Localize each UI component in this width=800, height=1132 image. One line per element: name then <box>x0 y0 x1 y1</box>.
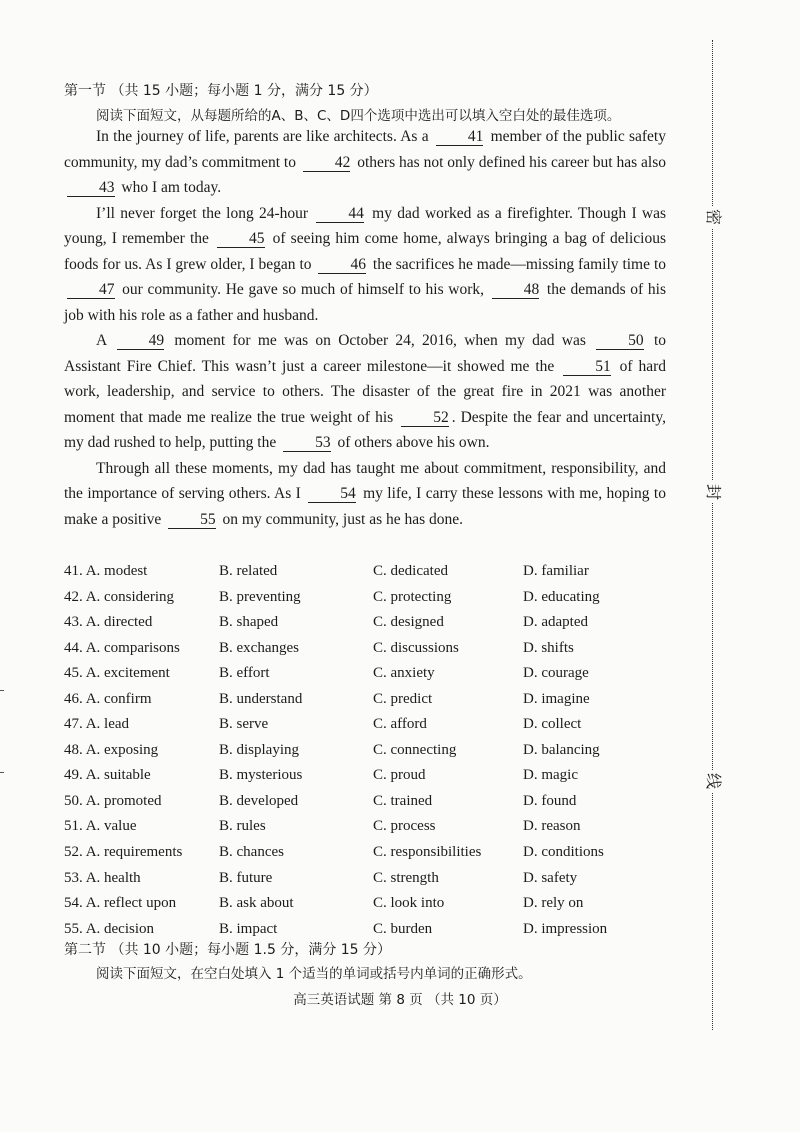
option-text: C. look into <box>373 895 445 912</box>
option-text: D. shifts <box>523 639 574 656</box>
question-number: 50. <box>64 792 83 809</box>
option-text: D. educating <box>523 588 600 605</box>
blank-41: 41 <box>436 128 484 146</box>
option-b <box>219 891 373 917</box>
passage-paragraph <box>64 328 666 456</box>
question-row <box>64 891 633 917</box>
option-text: C. responsibilities <box>373 844 482 861</box>
question-number: 53. <box>64 869 83 886</box>
option-text: A. exposing <box>85 741 159 758</box>
binding-line <box>712 40 713 1030</box>
option-a <box>64 636 219 662</box>
option-text: A. comparisons <box>85 639 180 656</box>
option-d <box>523 840 633 866</box>
option-a <box>64 763 219 789</box>
option-b <box>219 687 373 713</box>
question-number: 48. <box>64 741 83 758</box>
option-c <box>373 789 523 815</box>
option-c <box>373 814 523 840</box>
option-text: A. suitable <box>85 767 151 784</box>
option-text: C. connecting <box>373 741 457 758</box>
option-d <box>523 559 633 585</box>
passage-text: my dad worked as a firefighter. Though I was young, I remember the <box>64 204 666 247</box>
question-row <box>64 866 633 892</box>
option-d <box>523 917 633 943</box>
blank-47: 47 <box>67 281 115 299</box>
option-text: C. discussions <box>373 639 459 656</box>
option-b <box>219 661 373 687</box>
option-text: C. predict <box>373 690 433 707</box>
option-a <box>64 712 219 738</box>
option-text: C. afford <box>373 716 427 733</box>
option-a <box>64 585 219 611</box>
binding-mark-feng: 封 <box>702 481 724 503</box>
margin-tick <box>0 690 4 691</box>
blank-51: 51 <box>563 358 611 376</box>
option-a <box>64 891 219 917</box>
option-text: A. considering <box>85 588 175 605</box>
option-text: A. value <box>85 818 137 835</box>
option-text: B. impact <box>219 920 278 937</box>
option-text: D. conditions <box>523 844 604 861</box>
option-a <box>64 661 219 687</box>
option-c <box>373 559 523 585</box>
passage-text: others has not only defined his career but has also <box>353 153 667 171</box>
blank-45: 45 <box>217 230 265 248</box>
option-text: D. found <box>523 792 577 809</box>
option-text: D. adapted <box>523 614 588 631</box>
option-b <box>219 636 373 662</box>
option-a <box>64 610 219 636</box>
question-number: 49. <box>64 767 83 784</box>
section2-title: 第二节 （共 10 小题；每小题 1.5 分，满分 15 分） <box>64 942 392 958</box>
question-number: 46. <box>64 690 83 707</box>
blank-54: 54 <box>308 485 356 503</box>
option-c <box>373 917 523 943</box>
passage-text: the sacrifices he made—missing family time to <box>368 255 666 273</box>
option-text: B. developed <box>219 792 299 809</box>
option-text: A. confirm <box>85 690 152 707</box>
option-a <box>64 559 219 585</box>
passage-text: member of the public safety community, my dad’s commitment to <box>64 128 666 171</box>
question-row <box>64 636 633 662</box>
passage-text: of hard work, leadership, and service to others. The disaster of the great fire in 2021 was another moment that made me realize the true weight of his <box>64 357 666 426</box>
option-b <box>219 789 373 815</box>
option-text: D. familiar <box>523 563 589 579</box>
option-text: B. serve <box>219 716 269 733</box>
option-text: A. directed <box>85 614 153 631</box>
option-d <box>523 712 633 738</box>
option-text: B. understand <box>219 690 303 707</box>
option-text: C. trained <box>373 792 433 809</box>
option-c <box>373 840 523 866</box>
option-text: C. burden <box>373 920 433 937</box>
option-text: C. strength <box>373 869 439 886</box>
blank-55: 55 <box>168 511 216 529</box>
option-b <box>219 559 373 585</box>
blank-52: 52 <box>401 409 449 427</box>
option-c <box>373 891 523 917</box>
blank-49: 49 <box>117 332 165 350</box>
option-text: A. health <box>85 869 141 886</box>
blank-46: 46 <box>318 256 366 274</box>
binding-mark-mi: 密 <box>702 206 724 228</box>
option-text: C. dedicated <box>373 563 448 579</box>
question-number: 55. <box>64 920 83 937</box>
passage-text: . Despite the fear and uncertainty, my dad rushed to help, putting the <box>64 408 666 451</box>
option-a <box>64 687 219 713</box>
option-d <box>523 891 633 917</box>
option-b <box>219 585 373 611</box>
option-c <box>373 712 523 738</box>
question-row <box>64 738 633 764</box>
question-options <box>64 559 633 942</box>
question-number: 52. <box>64 844 83 861</box>
option-text: D. reason <box>523 818 581 835</box>
question-row <box>64 763 633 789</box>
option-text: B. preventing <box>219 588 301 605</box>
blank-50: 50 <box>596 332 644 350</box>
option-text: D. magic <box>523 767 578 784</box>
option-text: C. designed <box>373 614 444 631</box>
option-b <box>219 763 373 789</box>
passage-text: A <box>96 332 114 349</box>
option-text: D. safety <box>523 869 578 886</box>
passage-text: moment for me was on October 24, 2016, when my dad was <box>167 332 594 349</box>
option-text: B. exchanges <box>219 639 299 656</box>
section1-title: 第一节 （共 15 小题；每小题 1 分，满分 15 分） <box>64 83 378 99</box>
option-text: D. balancing <box>523 741 600 758</box>
question-row <box>64 559 633 585</box>
question-row <box>64 585 633 611</box>
passage-text: I’ll never forget the long 24-hour <box>96 204 314 222</box>
passage-text: In the journey of life, parents are like architects. As a <box>96 128 433 145</box>
question-number: 51. <box>64 818 83 835</box>
option-text: A. lead <box>85 716 130 733</box>
option-c <box>373 763 523 789</box>
option-text: D. impression <box>523 920 608 937</box>
passage-text: of seeing him come home, always bringing a bag of delicious foods for us. As I grew older, I began to <box>64 230 666 273</box>
passage-paragraph <box>64 201 666 329</box>
option-text: C. protecting <box>373 588 452 605</box>
option-text: A. excitement <box>85 665 170 682</box>
option-d <box>523 610 633 636</box>
option-d <box>523 789 633 815</box>
option-text: B. future <box>219 869 273 886</box>
question-row <box>64 687 633 713</box>
passage-paragraph <box>64 456 666 533</box>
option-c <box>373 738 523 764</box>
blank-43: 43 <box>67 179 115 197</box>
option-text: C. anxiety <box>373 665 435 682</box>
option-text: D. collect <box>523 716 582 733</box>
option-text: B. rules <box>219 818 266 835</box>
option-text: B. chances <box>219 844 284 861</box>
option-b <box>219 866 373 892</box>
option-c <box>373 610 523 636</box>
option-text: B. ask about <box>219 895 294 912</box>
blank-48: 48 <box>492 281 540 299</box>
option-b <box>219 738 373 764</box>
option-a <box>64 738 219 764</box>
option-text: D. courage <box>523 665 589 682</box>
option-a <box>64 866 219 892</box>
question-row <box>64 789 633 815</box>
question-row <box>64 840 633 866</box>
question-number: 45. <box>64 665 83 682</box>
option-c <box>373 661 523 687</box>
option-d <box>523 866 633 892</box>
question-number: 54. <box>64 895 83 912</box>
option-text: A. modest <box>85 563 148 579</box>
option-d <box>523 585 633 611</box>
passage-text: the demands of his job with his role as a father and husband. <box>64 281 666 324</box>
passage-text: to Assistant Fire Chief. This wasn’t just a career milestone—it showed me the <box>64 332 667 375</box>
question-number: 44. <box>64 639 83 656</box>
option-text: A. requirements <box>85 844 183 861</box>
option-a <box>64 814 219 840</box>
passage-paragraph <box>64 124 666 201</box>
option-text: A. reflect upon <box>85 895 177 912</box>
blank-53: 53 <box>283 434 331 452</box>
option-d <box>523 738 633 764</box>
cloze-passage <box>64 124 666 532</box>
binding-mark-xian: 线 <box>702 770 724 792</box>
question-row <box>64 610 633 636</box>
passage-text: on my community, just as he has done. <box>218 510 464 528</box>
option-text: B. effort <box>219 665 270 682</box>
option-text: D. rely on <box>523 895 584 912</box>
option-c <box>373 636 523 662</box>
blank-44: 44 <box>316 205 364 223</box>
option-b <box>219 712 373 738</box>
question-row <box>64 712 633 738</box>
option-d <box>523 814 633 840</box>
option-c <box>373 585 523 611</box>
question-number: 41. <box>64 563 83 579</box>
passage-text: of others above his own. <box>333 434 490 451</box>
question-number: 47. <box>64 716 83 733</box>
option-c <box>373 866 523 892</box>
blank-42: 42 <box>303 154 351 172</box>
option-d <box>523 636 633 662</box>
option-text: B. mysterious <box>219 767 303 784</box>
option-text: C. proud <box>373 767 426 784</box>
question-row <box>64 814 633 840</box>
option-text: B. displaying <box>219 741 300 758</box>
question-number: 43. <box>64 614 83 631</box>
option-text: B. shaped <box>219 614 279 631</box>
option-d <box>523 763 633 789</box>
option-c <box>373 687 523 713</box>
margin-tick <box>0 772 4 773</box>
section1-instruction: 阅读下面短文，从每题所给的A、B、C、D四个选项中选出可以填入空白处的最佳选项。 <box>96 108 621 124</box>
option-text: B. related <box>219 563 278 579</box>
passage-text: who I am today. <box>117 179 222 196</box>
option-a <box>64 840 219 866</box>
option-text: D. imagine <box>523 690 590 707</box>
page-footer: 高三英语试题 第 8 页 （共 10 页） <box>293 992 507 1008</box>
question-number: 42. <box>64 588 83 605</box>
option-b <box>219 610 373 636</box>
option-b <box>219 840 373 866</box>
option-text: A. promoted <box>85 792 162 809</box>
option-text: A. decision <box>85 920 155 937</box>
option-text: C. process <box>373 818 436 835</box>
option-d <box>523 661 633 687</box>
passage-text: Through all these moments, my dad has taught me about commitment, responsibility, and the importance of serving others. As I <box>64 459 666 502</box>
passage-text: our community. He gave so much of himself to his work, <box>117 281 489 298</box>
option-b <box>219 814 373 840</box>
passage-text: my life, I carry these lessons with me, hoping to make a positive <box>64 485 666 528</box>
question-row <box>64 661 633 687</box>
option-a <box>64 789 219 815</box>
section2-instruction: 阅读下面短文，在空白处填入 1 个适当的单词或括号内单词的正确形式。 <box>96 966 532 982</box>
option-d <box>523 687 633 713</box>
